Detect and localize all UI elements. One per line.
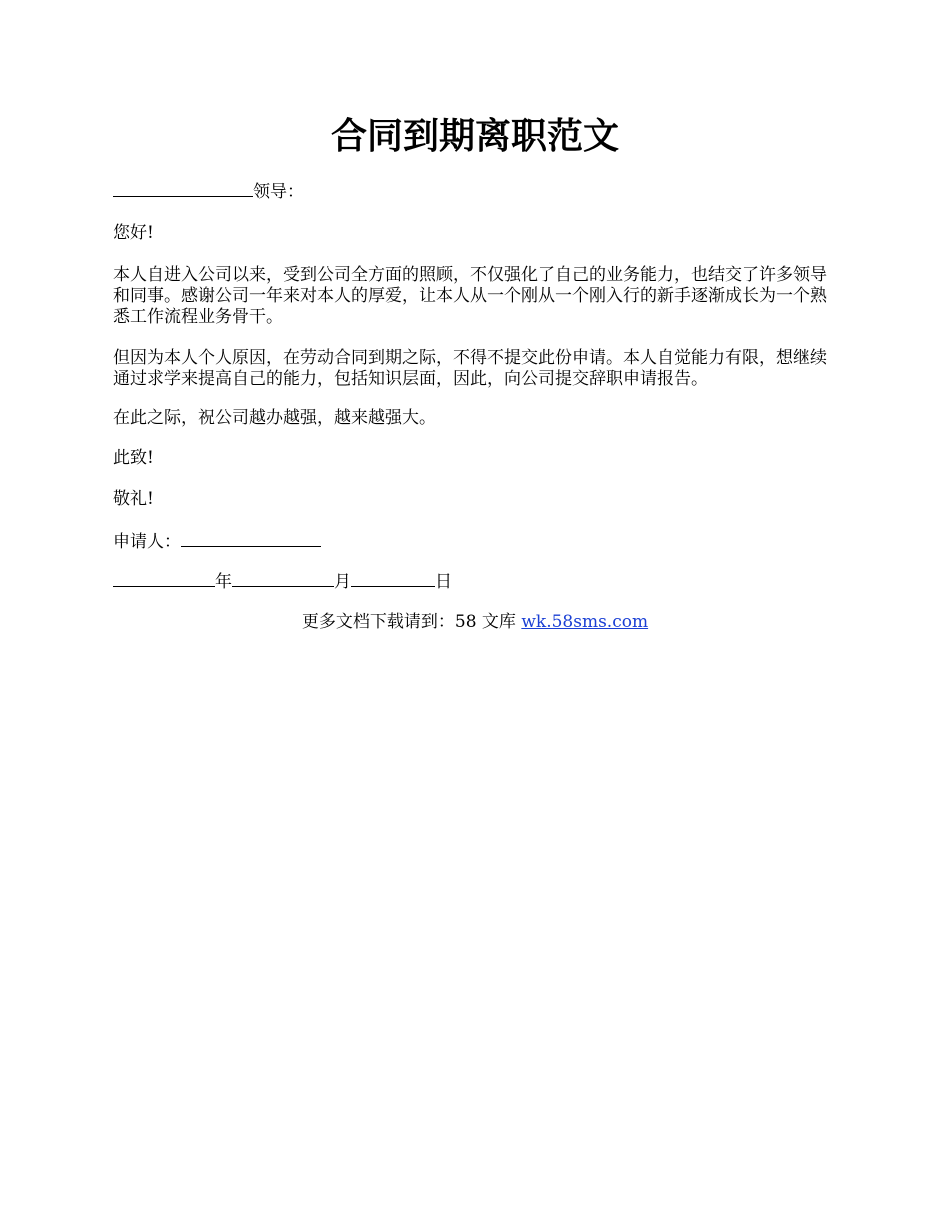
year-label: 年 — [215, 572, 232, 592]
salutation-suffix: 领导： — [253, 182, 304, 202]
applicant-blank — [181, 531, 321, 547]
body-paragraph-2: 但因为本人个人原因，在劳动合同到期之际，不得不提交此份申请。本人自觉能力有限，想继续通过求学来提高自己的能力，包括知识层面，因此，向公司提交辞职申请报告。 — [113, 348, 827, 389]
salutation-line — [113, 181, 843, 203]
recipient-blank — [113, 181, 253, 197]
body-paragraph-3: 在此之际，祝公司越办越强，越来越强大。 — [113, 408, 436, 428]
month-label: 月 — [334, 572, 351, 592]
body-paragraph-1: 本人自进入公司以来，受到公司全方面的照顾，不仅强化了自己的业务能力，也结交了许多领导和同事。感谢公司一年来对本人的厚爱，让本人从一个刚从一个刚入行的新手逐渐成长为一个熟悉工作流程业务骨干。 — [113, 265, 827, 327]
document-title: 合同到期离职范文 — [330, 115, 619, 157]
day-blank — [351, 571, 435, 587]
footer-text: 更多文档下载请到：58 文库 — [301, 612, 522, 632]
footer-link[interactable]: wk.58sms.com — [521, 612, 649, 632]
day-label: 日 — [435, 572, 452, 592]
applicant-label: 申请人： — [113, 532, 181, 552]
applicant-line — [113, 531, 843, 553]
closing-line-2: 敬礼! — [113, 489, 154, 509]
closing-line-1: 此致! — [113, 448, 154, 468]
date-line — [113, 571, 843, 593]
year-blank — [113, 571, 215, 587]
footer — [0, 612, 950, 633]
month-blank — [232, 571, 334, 587]
greeting: 您好! — [113, 223, 154, 243]
